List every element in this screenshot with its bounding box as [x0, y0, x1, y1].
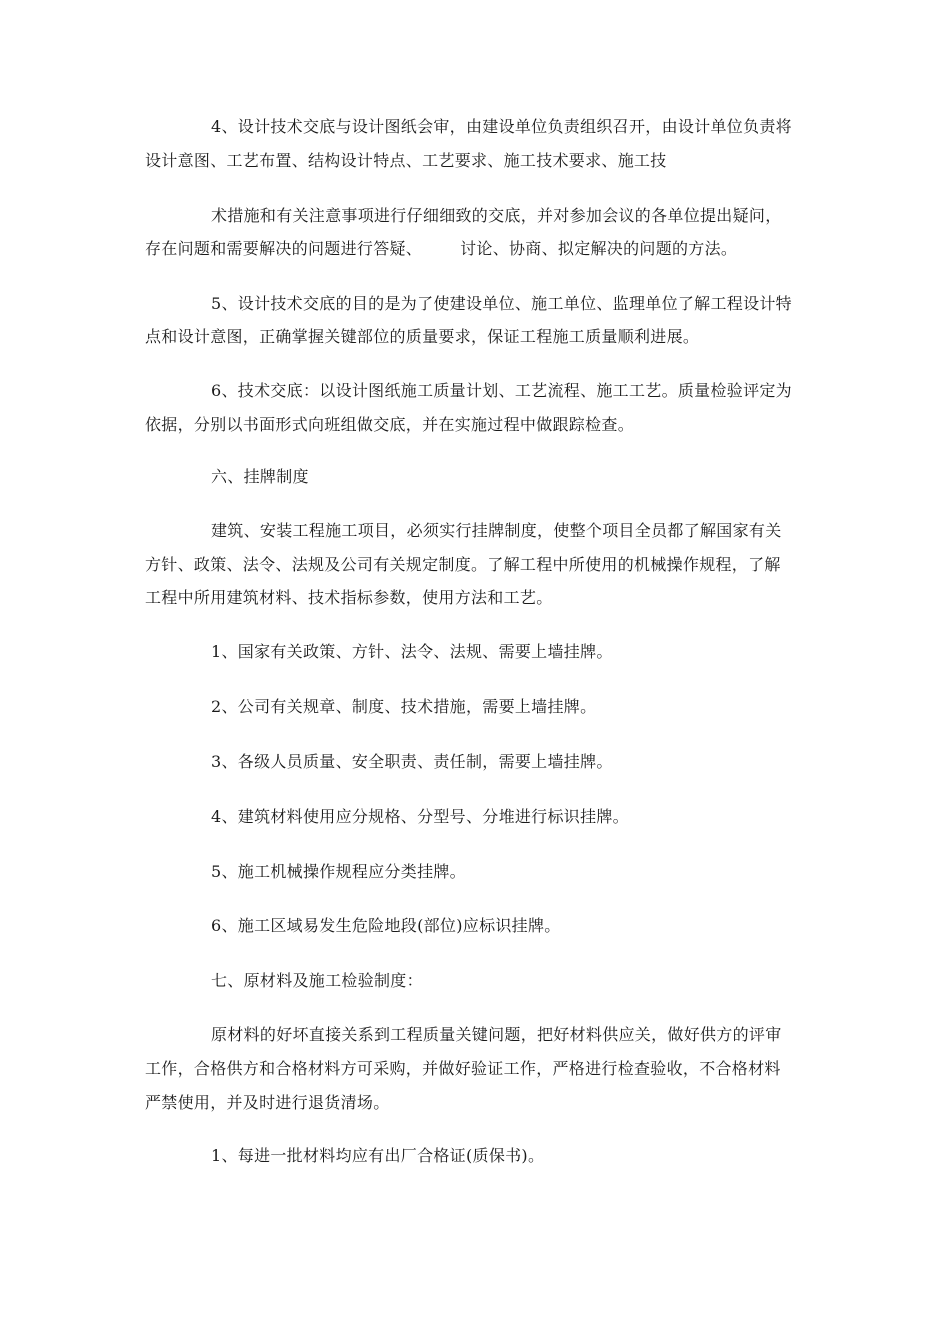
paragraph-line: 术措施和有关注意事项进行仔细细致的交底，并对参加会议的各单位提出疑问，: [211, 206, 782, 225]
paragraph-line: 严禁使用，并及时进行退货清场。: [145, 1093, 390, 1112]
paragraph-line: 工作，合格供方和合格材料方可采购，并做好验证工作，严格进行检查验收，不合格材料: [145, 1059, 781, 1078]
paragraph-line: 方针、政策、法令、法规及公司有关规定制度。了解工程中所使用的机械操作规程，了解: [145, 555, 781, 574]
paragraph-line: 建筑、安装工程施工项目，必须实行挂牌制度，使整个项目全员都了解国家有关: [211, 521, 782, 540]
paragraph-line: 5、设计技术交底的目的是为了使建设单位、施工单位、监理单位了解工程设计特: [211, 294, 792, 313]
paragraph-line: [145, 239, 737, 259]
paragraph-text: 讨论、协商、拟定解决的问题的方法。: [460, 239, 738, 258]
paragraph-text: 存在问题和需要解决的问题进行答疑、: [145, 239, 423, 258]
paragraph-line: 设计意图、工艺布置、结构设计特点、工艺要求、施工技术要求、施工技: [145, 151, 667, 170]
list-item: 5、施工机械操作规程应分类挂牌。: [211, 862, 466, 881]
list-item: 1、每进一批材料均应有出厂合格证(质保书)。: [211, 1146, 545, 1165]
section-heading: 七、原材料及施工检验制度：: [211, 971, 423, 990]
paragraph-line: 原材料的好坏直接关系到工程质量关键问题，把好材料供应关，做好供方的评审: [211, 1025, 782, 1044]
list-item: 1、国家有关政策、方针、法令、法规、需要上墙挂牌。: [211, 642, 613, 661]
paragraph-line: 6、技术交底：以设计图纸施工质量计划、工艺流程、施工工艺。质量检验评定为: [211, 381, 792, 400]
paragraph-line: 依据，分别以书面形式向班组做交底，并在实施过程中做跟踪检查。: [145, 415, 635, 434]
section-heading: 六、挂牌制度: [211, 467, 309, 486]
paragraph-line: 工程中所用建筑材料、技术指标参数，使用方法和工艺。: [145, 588, 553, 607]
list-item: 6、施工区域易发生危险地段(部位)应标识挂牌。: [211, 916, 561, 935]
paragraph-line: 4、设计技术交底与设计图纸会审，由建设单位负责组织召开，由设计单位负责将: [211, 117, 792, 136]
paragraph-line: 点和设计意图，正确掌握关键部位的质量要求，保证工程施工质量顺利进展。: [145, 327, 700, 346]
list-item: 2、公司有关规章、制度、技术措施，需要上墙挂牌。: [211, 697, 597, 716]
list-item: 4、建筑材料使用应分规格、分型号、分堆进行标识挂牌。: [211, 807, 629, 826]
list-item: 3、各级人员质量、安全职责、责任制，需要上墙挂牌。: [211, 752, 613, 771]
